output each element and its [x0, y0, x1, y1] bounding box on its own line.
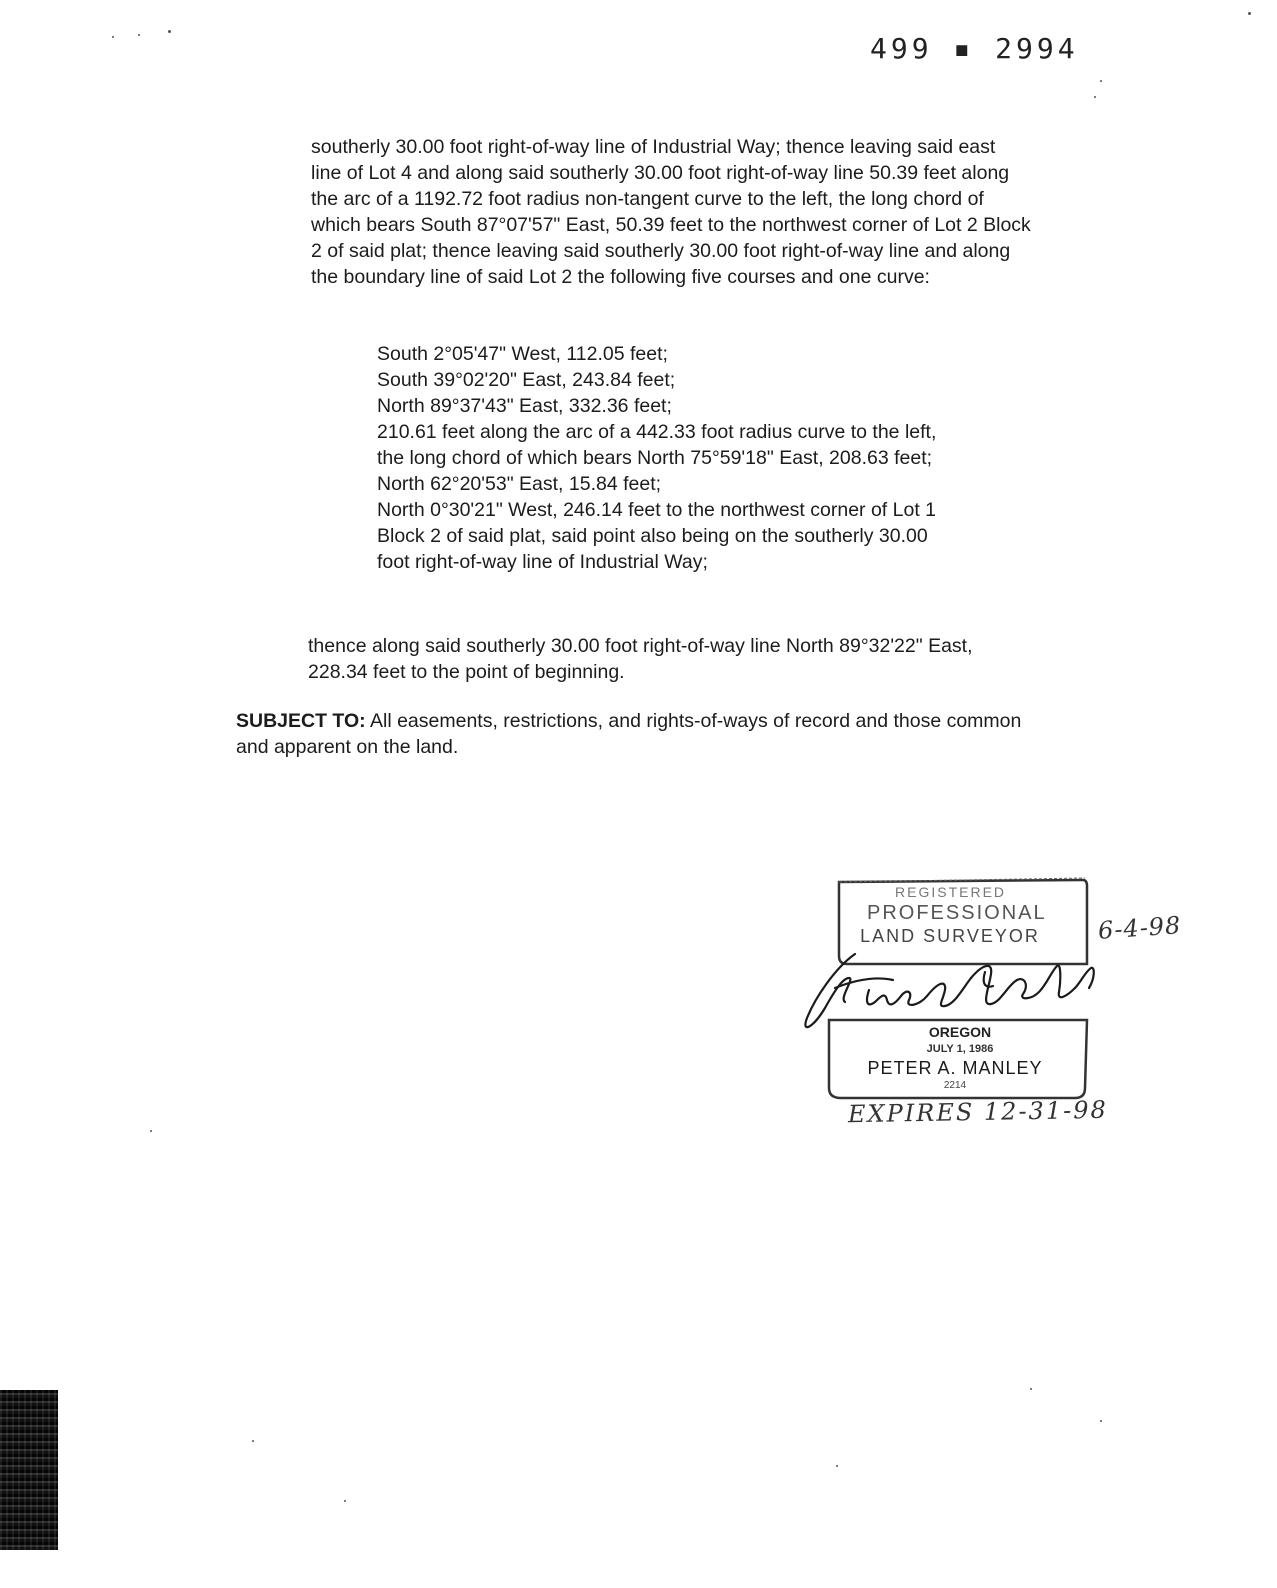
subject-to-label: SUBJECT TO: [236, 710, 366, 732]
scan-speck [138, 34, 140, 36]
course-item: North 62°20'53" East, 15.84 feet; [377, 473, 662, 495]
scan-speck [252, 1440, 254, 1442]
scan-speck [150, 1130, 152, 1132]
scan-speck [1100, 80, 1102, 82]
scan-speck [1094, 96, 1096, 98]
stamp-land-surveyor-text: LAND SURVEYOR [860, 926, 1040, 946]
surveyor-stamp [795, 868, 1115, 1128]
courses-list [377, 341, 957, 575]
legal-description-paragraph: southerly 30.00 foot right-of-way line of Industrial Way; thence leaving said east line of Lot 4 and along said southerly 30.00 foot right-of-way line 50.39 feet along the arc of a 1192.72 foot radius non-tangent curve to the left, the long chord of which bears South 87°07'57" East, 50.39 feet to the northwest corner of Lot 2 Block 2 of said plat; thence leaving said southerly 30.00 foot right-of-way line and along the boundary line of said Lot 2 the following five courses and one curve: [311, 136, 1031, 288]
course-item: South 2°05'47" West, 112.05 feet; [377, 343, 668, 365]
handwritten-signed-date: 6-4-98 [1097, 911, 1183, 945]
scan-speck [112, 36, 114, 38]
course-item: North 0°30'21" West, 246.14 feet to the northwest corner of Lot 1 Block 2 of said plat, said point also being on the southerly 30.00 foot right-of-way line of Industrial Way; [377, 499, 936, 573]
scan-speck [1248, 12, 1251, 15]
scan-speck [344, 1500, 346, 1502]
scan-speck [836, 1465, 838, 1467]
stamp-professional-text: PROFESSIONAL [867, 902, 1047, 924]
subject-to-text: All easements, restrictions, and rights-of-ways of record and those common and apparent on the land. [236, 710, 1022, 758]
subject-to-paragraph [236, 708, 1056, 760]
scan-speck [1100, 1420, 1102, 1422]
handwritten-expiration: EXPIRES 12-31-98 [847, 1095, 1108, 1129]
scan-speck [168, 30, 171, 33]
course-item: South 39°02'20" East, 243.84 feet; [377, 369, 676, 391]
course-item: 210.61 feet along the arc of a 442.33 foot radius curve to the left, the long chord of which bears North 75°59'18" East, 208.63 feet; [377, 421, 937, 469]
stamp-license-number: 2214 [943, 1080, 967, 1091]
scan-edge-artifact [0, 1390, 58, 1550]
stamp-name-text: PETER A. MANLEY [867, 1058, 1043, 1078]
closing-paragraph: thence along said southerly 30.00 foot right-of-way line North 89°32'22" East, 228.34 feet to the point of beginning. [308, 635, 973, 683]
recording-number: 499 ▪ 2994 [870, 32, 1079, 65]
course-item: North 89°37'43" East, 332.36 feet; [377, 395, 672, 417]
stamp-state-text: OREGON [928, 1024, 992, 1040]
stamp-date-text: JULY 1, 1986 [926, 1043, 994, 1055]
stamp-registered-text: REGISTERED [895, 884, 1007, 900]
scan-speck [1030, 1388, 1032, 1390]
